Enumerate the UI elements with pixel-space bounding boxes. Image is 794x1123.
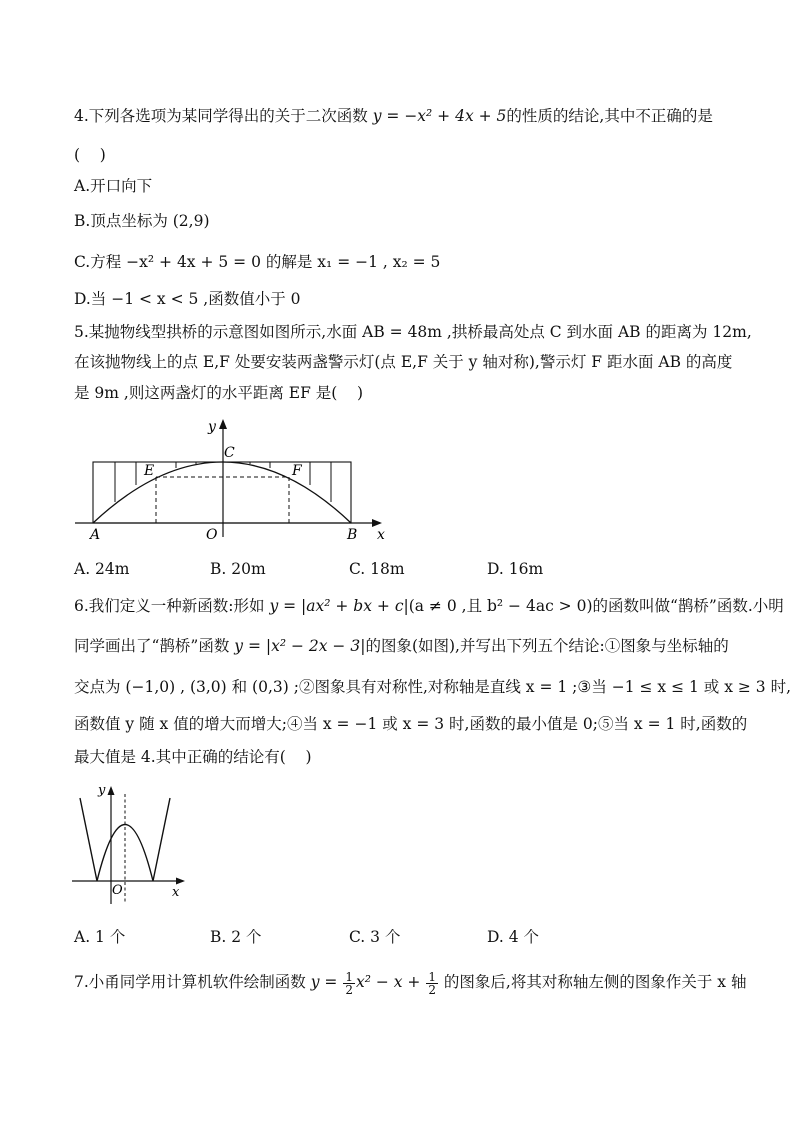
q6-line-4-b: 当 x = −1 或 x = 3 时,函数的最小值是 0;: [302, 715, 598, 733]
bridge-figure: [70, 415, 390, 545]
circled-number-3: ③: [577, 678, 592, 696]
q7-fraction-2: [426, 971, 438, 996]
circled-number-1: ①: [604, 637, 621, 655]
q7-fraction-2-num: 1: [428, 969, 436, 984]
q4-option-a: A.开口向下: [74, 177, 153, 195]
q7-fraction-2-den: 2: [428, 982, 436, 997]
q4-answer-paren: ( ): [74, 146, 106, 164]
bridge-arch: [93, 462, 351, 523]
q7-y-eq: y =: [310, 973, 343, 991]
q4-option-c: C.方程 −x² + 4x + 5 = 0 的解是 x₁ = −1 , x₂ = 5: [74, 253, 441, 271]
q4-stem-prefix: 4.下列各选项为某同学得出的关于二次函数: [74, 107, 373, 125]
q6-line-5: 最大值是 4.其中正确的结论有( ): [74, 748, 312, 766]
bridge-label-o: O: [206, 527, 218, 543]
q6-line-2-c: 图象与坐标轴的: [620, 637, 729, 655]
graph-label-x: x: [172, 885, 180, 900]
bridge-label-a: A: [90, 527, 101, 543]
circled-number-4: ④: [286, 715, 303, 733]
graph-x-arrow: [176, 878, 185, 885]
q6-line-3-c: 当 −1 ≤ x ≤ 1 或 x ≥ 3 时,: [591, 678, 792, 696]
bridge-label-x: x: [377, 527, 385, 543]
q5-line-1: 5.某抛物线型拱桥的示意图如图所示,水面 AB = 48m ,拱桥最高处点 C 到水面 AB 的距离为 12m,: [74, 323, 752, 341]
bridge-label-f: F: [292, 463, 302, 479]
q6-option-a: A. 1 个: [74, 928, 126, 946]
q7-line-1: [74, 968, 746, 996]
bridge-label-y: y: [208, 419, 216, 435]
q6-line-2: [74, 636, 729, 656]
q6-line-3-a: 交点为 (−1,0) , (3,0) 和 (0,3) ;: [74, 678, 299, 696]
q7-fraction-1-num: 1: [345, 969, 353, 984]
q4-option-b: B.顶点坐标为 (2,9): [74, 212, 210, 230]
q6-line-2-b: 的图象(如图),并写出下列五个结论:: [365, 637, 605, 655]
q6-line-2-a: 同学画出了“鹊桥”函数: [74, 637, 235, 655]
q5-option-c: C. 18m: [349, 560, 405, 578]
q4-function: y = −x² + 4x + 5: [372, 107, 507, 125]
q7-fraction-1-den: 2: [345, 982, 353, 997]
q6-line-4-a: 函数值 y 随 x 值的增大而增大;: [74, 715, 287, 733]
q5-line-2: 在该抛物线上的点 E,F 处要安装两盏警示灯(点 E,F 关于 y 轴对称),警示灯 F 距水面 AB 的高度: [74, 353, 733, 371]
q6-option-d: D. 4 个: [487, 928, 540, 946]
q6-line-1: [74, 596, 784, 616]
bridge-x-arrow: [372, 519, 382, 527]
q4-option-d: D.当 −1 < x < 5 ,函数值小于 0: [74, 290, 301, 308]
q5-option-b: B. 20m: [210, 560, 266, 578]
q7-mid: x² − x +: [355, 973, 426, 991]
q6-option-c: C. 3 个: [349, 928, 401, 946]
q7-suffix: 的图象后,将其对称轴左侧的图象作关于 x 轴: [439, 973, 747, 991]
q7-fraction-1: [343, 971, 355, 996]
q5-line-3: 是 9m ,则这两盏灯的水平距离 EF 是( ): [74, 384, 364, 402]
bridge-y-arrow: [219, 419, 227, 429]
q6-line-4-c: 当 x = 1 时,函数的: [613, 715, 748, 733]
bridge-label-e: E: [144, 463, 155, 479]
magpie-bridge-graph: [68, 780, 198, 910]
circled-number-2: ②: [298, 678, 315, 696]
bridge-label-b: B: [347, 527, 358, 543]
q5-option-d: D. 16m: [487, 560, 544, 578]
q6-line-1-a: 6.我们定义一种新函数:形如: [74, 597, 270, 615]
graph-y-arrow: [108, 786, 115, 795]
q4-stem-suffix: 的性质的结论,其中不正确的是: [506, 107, 713, 125]
q6-line-4: [74, 714, 747, 734]
q6-line-3-b: 图象具有对称性,对称轴是直线 x = 1 ;: [314, 678, 578, 696]
graph-label-y: y: [98, 783, 106, 798]
q6-option-b: B. 2 个: [210, 928, 262, 946]
graph-label-o: O: [112, 883, 123, 898]
q6-line-1-b: (a ≠ 0 ,且 b² − 4ac > 0)的函数叫做“鹊桥”函数.小明: [408, 597, 784, 615]
q7-prefix: 7.小甬同学用计算机软件绘制函数: [74, 973, 311, 991]
q4-stem: [74, 106, 713, 126]
bridge-label-c: C: [224, 445, 235, 461]
q5-option-a: A. 24m: [74, 560, 130, 578]
q6-line-3: [74, 677, 791, 697]
q6-line-2-function: y = |x² − 2x − 3|: [234, 637, 366, 655]
q6-line-1-function: y = |ax² + bx + c|: [269, 597, 409, 615]
circled-number-5: ⑤: [597, 715, 614, 733]
